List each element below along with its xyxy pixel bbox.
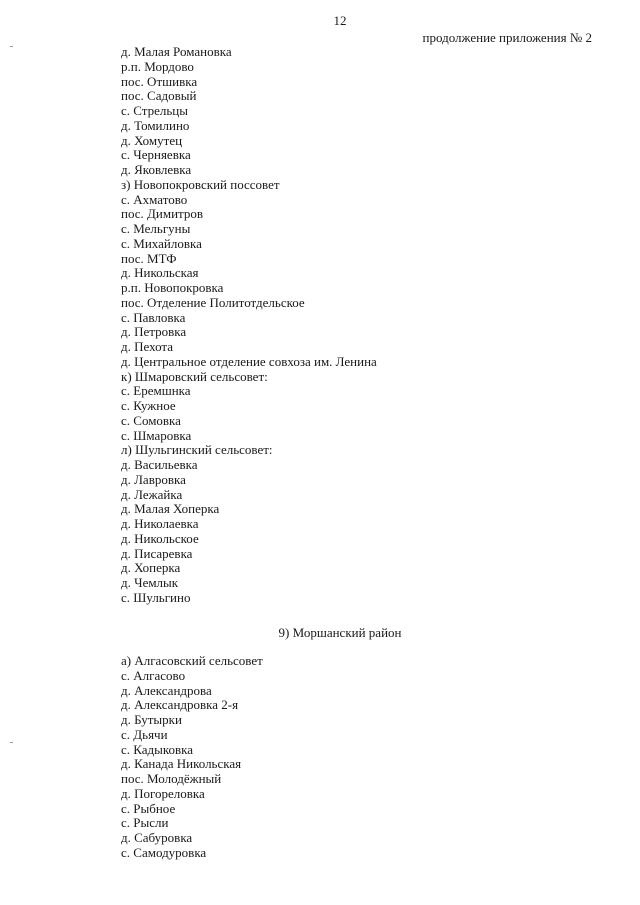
list-item: д. Никольская (121, 265, 199, 281)
list-item: пос. Отшивка (121, 73, 198, 89)
list-item: а) Алгасовский сельсовет (121, 653, 263, 668)
list-item: д. Бутырки (121, 712, 182, 727)
list-item: д. Хоперка (121, 560, 181, 576)
list-item: пос. Молодёжный (121, 771, 222, 786)
list-item: л) Шульгинский сельсовет: (121, 442, 273, 458)
list-item: д. Томилино (121, 117, 190, 133)
list-item: д. Никольское (121, 530, 199, 546)
list-item: с. Павловка (121, 309, 186, 325)
scan-margin-mark (10, 742, 13, 743)
list-item: с. Черняевка (121, 147, 191, 163)
page-number: 12 (333, 13, 347, 28)
list-item: с. Ахматово (121, 191, 188, 207)
list-item: пос. Отделение Политотдельское (121, 294, 305, 310)
scan-margin-mark (10, 46, 13, 47)
list-item: пос. Димитров (121, 206, 204, 222)
list-item: с. Самодуровка (121, 844, 207, 860)
list-item: д. Николаевка (121, 516, 199, 531)
list-item: д. Лавровка (121, 471, 186, 487)
section-heading: 9) Моршанский район (278, 625, 402, 640)
list-item: с. Стрельцы (121, 103, 188, 118)
settlement-list-bottom (121, 654, 263, 861)
list-item: д. Чемлык (121, 575, 179, 590)
list-item: д. Малая Хоперка (121, 501, 220, 517)
list-item: с. Шмаровка (121, 427, 192, 443)
list-item: с. Михайловка (121, 235, 202, 251)
list-item: д. Хомутец (121, 132, 183, 148)
list-item: д. Александровка 2-я (121, 697, 239, 713)
list-item: д. Петровка (121, 324, 187, 340)
list-item: с. Еремшнка (121, 383, 191, 399)
list-item: с. Кадыковка (121, 741, 194, 757)
list-item: д. Центральное отделение совхоза им. Ленина (121, 353, 377, 369)
list-item: с. Рысли (121, 815, 169, 831)
list-item: д. Малая Романовка (121, 44, 232, 59)
list-item: д. Погореловка (121, 785, 205, 801)
list-item: р.п. Мордово (121, 58, 194, 74)
list-item: д. Лежайка (121, 486, 183, 502)
list-item: д. Писаревка (121, 545, 193, 561)
list-item: д. Яковлевка (121, 162, 192, 177)
list-item: д. Пехота (121, 339, 174, 354)
list-item: к) Шмаровский сельсовет: (121, 368, 268, 384)
list-item: з) Новопокровский поссовет (121, 176, 280, 192)
list-item: д. Александрова (121, 682, 212, 698)
list-item: с. Шульгино (121, 589, 191, 605)
list-item: с. Мельгуны (121, 221, 191, 236)
list-item: д. Канада Никольская (121, 756, 242, 772)
list-item: с. Дьячи (121, 726, 168, 742)
list-item: пос. Садовый (121, 88, 197, 104)
continuation-note: продолжение приложения № 2 (422, 30, 592, 45)
list-item: с. Рыбное (121, 800, 176, 816)
list-item: с. Алгасово (121, 667, 186, 683)
list-item: пос. МТФ (121, 250, 177, 266)
list-item: д. Сабуровка (121, 830, 193, 845)
settlement-list-top (121, 45, 377, 606)
list-item: с. Кужное (121, 398, 176, 413)
list-item: р.п. Новопокровка (121, 280, 224, 295)
list-item: д. Васильевка (121, 457, 198, 472)
list-item: с. Сомовка (121, 412, 181, 428)
